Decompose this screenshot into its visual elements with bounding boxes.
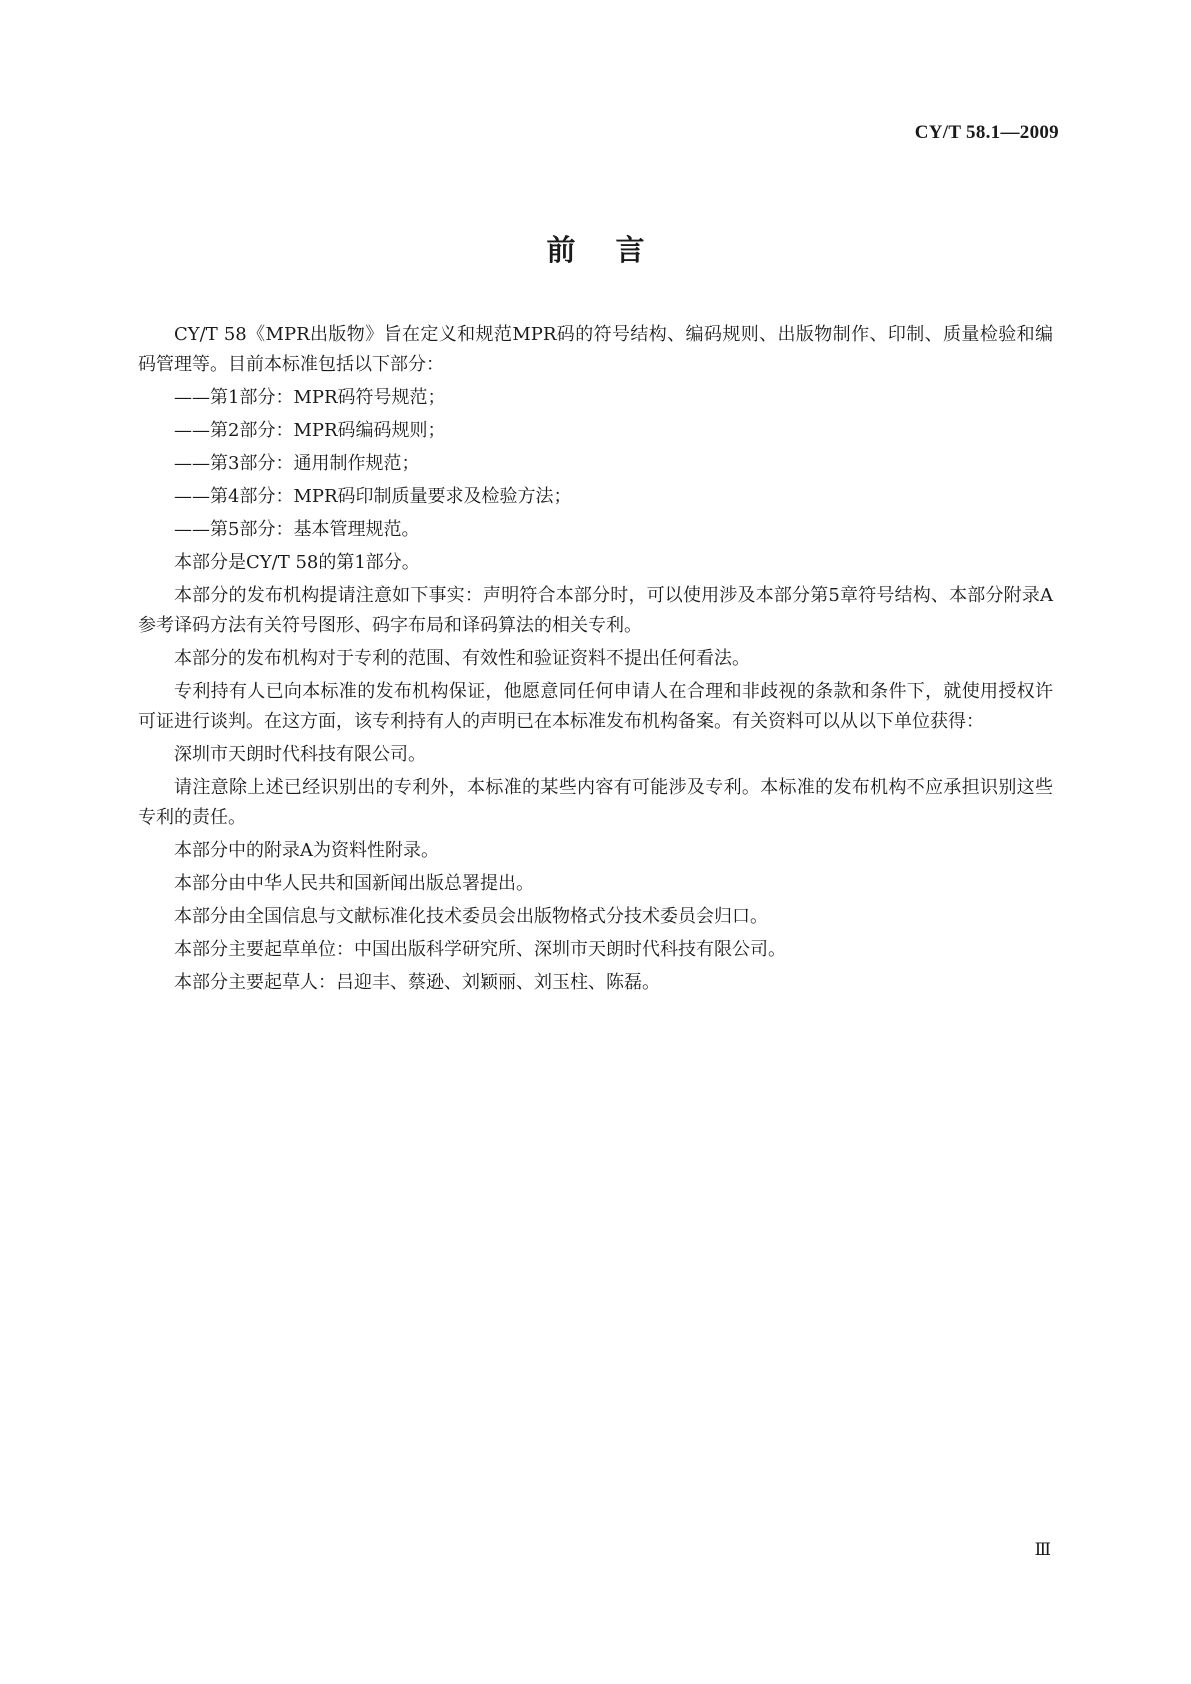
standard-code: CY/T 58.1—2009 (914, 122, 1059, 143)
paragraph-patent-position: 本部分的发布机构对于专利的范围、有效性和验证资料不提出任何看法。 (174, 648, 750, 669)
paragraph-patent-notice: 本部分的发布机构提请注意如下事实：声明符合本部分时，可以使用涉及本部分第5章符号结构、本部分附录A参考译码方法有关符号图形、码字布局和译码算法的相关专利。 (138, 585, 1053, 636)
paragraph-patent-company: 深圳市天朗时代科技有限公司。 (174, 744, 426, 765)
paragraph-drafters: 本部分主要起草人：吕迎丰、蔡逊、刘颖丽、刘玉柱、陈磊。 (174, 972, 660, 993)
part-item-5: ——第5部分：基本管理规范。 (174, 519, 420, 540)
parts-list (138, 383, 1053, 545)
paragraph-part-statement: 本部分是CY/T 58的第1部分。 (174, 552, 420, 573)
paragraph-proposer: 本部分由中华人民共和国新闻出版总署提出。 (174, 873, 534, 894)
part-item-1: ——第1部分：MPR码符号规范； (174, 387, 446, 408)
paragraph-drafting-units: 本部分主要起草单位：中国出版科学研究所、深圳市天朗时代科技有限公司。 (174, 939, 786, 960)
paragraph-patent-holder: 专利持有人已向本标准的发布机构保证，他愿意同任何申请人在合理和非歧视的条款和条件下，就使用授权许可证进行谈判。在这方面，该专利持有人的声明已在本标准发布机构备案。有关资料可以从以下单位获得： (138, 681, 1053, 732)
paragraph-other-patents: 请注意除上述已经识别出的专利外，本标准的某些内容有可能涉及专利。本标准的发布机构不应承担识别这些专利的责任。 (138, 777, 1053, 828)
page-number: Ⅲ (1034, 1540, 1051, 1559)
page-title: 前言 (546, 233, 685, 267)
document-body (138, 320, 1053, 1001)
intro-paragraph: CY/T 58《MPR出版物》旨在定义和规范MPR码的符号结构、编码规则、出版物制作、印制、质量检验和编码管理等。目前本标准包括以下部分： (138, 324, 1053, 375)
part-item-2: ——第2部分：MPR码编码规则； (174, 420, 446, 441)
part-item-3: ——第3部分：通用制作规范； (174, 453, 420, 474)
paragraph-appendix: 本部分中的附录A为资料性附录。 (174, 840, 439, 861)
part-item-4: ——第4部分：MPR码印制质量要求及检验方法； (174, 486, 572, 507)
paragraph-committee: 本部分由全国信息与文献标准化技术委员会出版物格式分技术委员会归口。 (174, 906, 768, 927)
